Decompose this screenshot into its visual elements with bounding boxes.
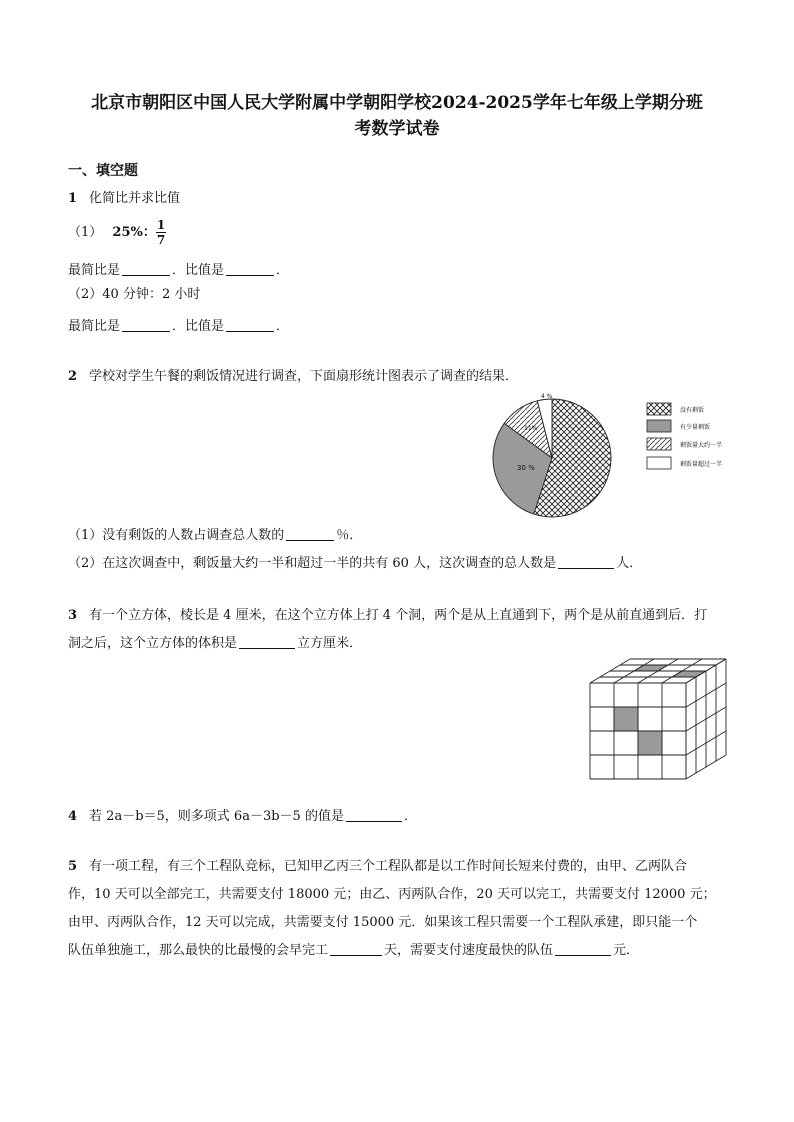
ratio-value-label: ．比值是 bbox=[172, 319, 225, 334]
q3-line2: 洞之后，这个立方体的体积是 bbox=[68, 636, 238, 651]
q5-line3: 由甲、丙两队合作，12 天可以完成，共需要支付 15000 元．如果该工程只需要一个工程队承建，即只能一个 bbox=[68, 915, 698, 930]
legend-swatch-over-half bbox=[647, 457, 671, 469]
answer-blank[interactable] bbox=[330, 942, 382, 956]
q1-part1-fraction bbox=[156, 218, 166, 247]
q1-part1 bbox=[68, 218, 166, 247]
cube-figure bbox=[585, 655, 730, 780]
q1-part2-answer bbox=[68, 318, 289, 336]
q2-text: 学校对学生午餐的剩饭情况进行调查，下面扇形统计图表示了调查的结果． bbox=[89, 369, 519, 384]
fraction-numerator: 1 bbox=[156, 218, 166, 232]
answer-blank[interactable] bbox=[558, 555, 614, 569]
q1-text: 化简比并求比值 bbox=[89, 191, 181, 206]
fraction-denominator: 7 bbox=[156, 233, 166, 247]
q1-part1-label: （1） bbox=[68, 225, 103, 240]
q3-number: 3 bbox=[68, 608, 78, 623]
q2-sub1-text: （1）没有剩饭的人数占调查总人数的 bbox=[68, 528, 285, 543]
q1-stem bbox=[68, 190, 180, 208]
q5-line4b: 天，需要支付速度最快的队伍 bbox=[384, 943, 554, 958]
answer-blank[interactable] bbox=[286, 527, 334, 541]
section-heading: 一、填空题 bbox=[68, 163, 138, 179]
q5-line1: 有一项工程，有三个工程队竞标，已知甲乙丙三个工程队都是以工作时间长短来付费的，由甲、乙两队合 bbox=[89, 859, 688, 874]
front-hole bbox=[638, 731, 662, 755]
legend-swatch-half bbox=[647, 438, 671, 450]
simplest-ratio-label: 最简比是 bbox=[68, 319, 121, 334]
q5-number: 5 bbox=[68, 859, 78, 874]
legend-label-little-leftover: 有少量剩饭 bbox=[680, 424, 711, 431]
q1-part1-answer bbox=[68, 262, 289, 280]
answer-blank[interactable] bbox=[122, 262, 170, 276]
pie-chart bbox=[480, 390, 740, 525]
legend-swatch-little-leftover bbox=[647, 420, 671, 432]
punct: ． bbox=[276, 263, 290, 278]
slice-label-4: 4 % bbox=[541, 393, 553, 400]
q4-text: 若 2a－b＝5，则多项式 6a－3b－5 的值是 bbox=[89, 809, 344, 824]
q5-stem bbox=[68, 853, 728, 965]
exam-title-line1: 北京市朝阳区中国人民大学附属中学朝阳学校2024-2025学年七年级上学期分班 bbox=[91, 93, 703, 113]
q2-sub2-text: （2）在这次调查中，剩饭量大约一半和超过一半的共有 60 人，这次调查的总人数是 bbox=[68, 556, 557, 571]
chart-legend bbox=[647, 403, 722, 469]
q1-number: 1 bbox=[68, 191, 78, 206]
exam-title bbox=[60, 90, 734, 142]
q5-line4c: 元． bbox=[613, 943, 640, 958]
slice-label-30: 30 % bbox=[517, 464, 535, 472]
q4-number: 4 bbox=[68, 809, 78, 824]
q1-part2: （2）40 分钟：2 小时 bbox=[68, 287, 201, 302]
q1-part1-expr: 25%： bbox=[112, 225, 156, 240]
legend-label-half: 剩饭量大约一半 bbox=[680, 442, 723, 449]
q3-unit: 立方厘米． bbox=[297, 636, 363, 651]
ratio-value-label: ．比值是 bbox=[172, 263, 225, 278]
answer-blank[interactable] bbox=[226, 262, 274, 276]
q5-line2: 作，10 天可以全部完工，共需要支付 18000 元；由乙、丙两队合作，20 天可以完工，共需要支付 12000 元； bbox=[68, 887, 716, 902]
front-hole bbox=[614, 707, 638, 731]
answer-blank[interactable] bbox=[239, 635, 295, 649]
punct: ． bbox=[276, 319, 290, 334]
q3-line1: 有一个立方体，棱长是 4 厘米，在这个立方体上打 4 个洞，两个是从上直通到下，两个是从前直通到后．打 bbox=[89, 608, 708, 623]
q2-sub2 bbox=[68, 555, 642, 573]
q4-stem bbox=[68, 808, 417, 826]
legend-label-over-half: 剩饭量超过一半 bbox=[680, 461, 723, 468]
slice-label-11: 11% bbox=[524, 425, 538, 432]
exam-title-line2: 考数学试卷 bbox=[354, 119, 440, 139]
punct: ． bbox=[403, 809, 417, 824]
answer-blank[interactable] bbox=[226, 318, 274, 332]
q2-number: 2 bbox=[68, 369, 78, 384]
answer-blank[interactable] bbox=[122, 318, 170, 332]
q2-sub2-unit: 人． bbox=[616, 556, 643, 571]
legend-swatch-no-leftover bbox=[647, 403, 671, 415]
q2-stem bbox=[68, 368, 518, 386]
q2-sub1 bbox=[68, 527, 362, 545]
q5-line4a: 队伍单独施工，那么最快的比最慢的会早完工 bbox=[68, 943, 329, 958]
legend-label-no-leftover: 没有剩饭 bbox=[680, 407, 705, 414]
answer-blank[interactable] bbox=[346, 808, 402, 822]
q3-stem bbox=[68, 602, 728, 658]
q2-sub1-unit: ％． bbox=[336, 528, 363, 543]
simplest-ratio-label: 最简比是 bbox=[68, 263, 121, 278]
answer-blank[interactable] bbox=[555, 942, 611, 956]
